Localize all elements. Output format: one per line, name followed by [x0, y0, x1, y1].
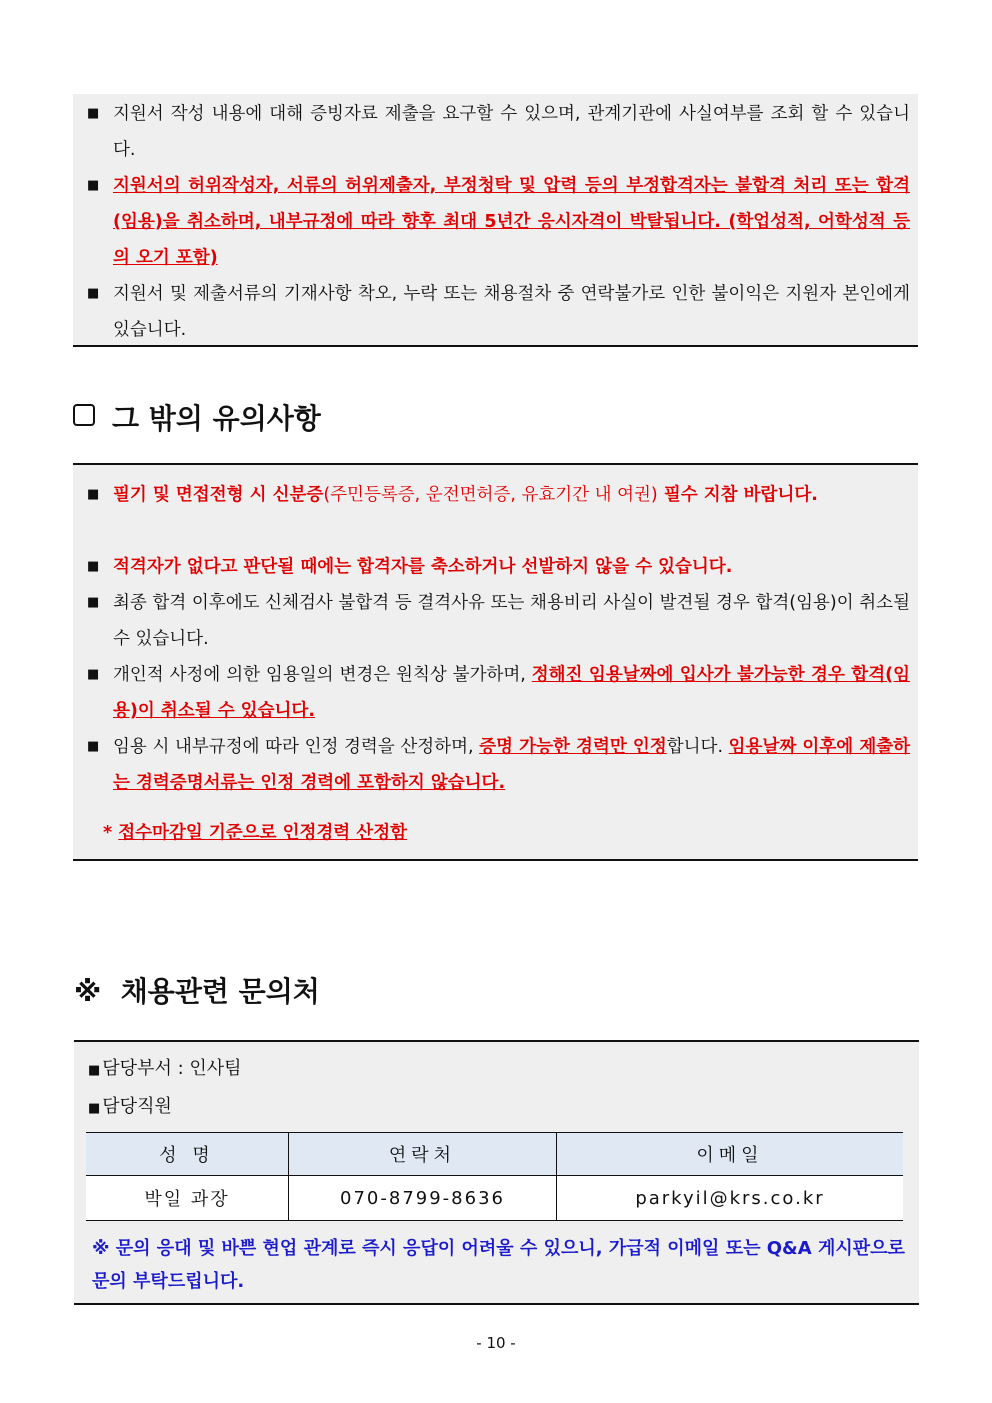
- bullet-icon: ■: [87, 595, 100, 610]
- note-text: 접수마감일 기준으로 인정경력 산정함: [118, 823, 408, 843]
- table-row: [86, 1176, 903, 1221]
- checkbox-icon: [73, 404, 95, 426]
- cell-name: 박일 과장: [86, 1176, 289, 1221]
- notice-item-warning: [87, 168, 910, 276]
- id-types-text: (주민등록증, 운전면허증, 유효기간 내 여권): [323, 485, 658, 505]
- contact-box: [74, 1040, 919, 1305]
- notice-text: 개인적 사정에 의한 임용일의 변경은 원칙상 불가하며,: [113, 665, 532, 685]
- table-header-row: [86, 1133, 903, 1176]
- bullet-icon: ■: [87, 286, 100, 301]
- header-name: 성 명: [86, 1133, 289, 1176]
- bullet-icon: ■: [87, 667, 100, 682]
- notice-item: [87, 276, 910, 348]
- dept-text: 담당부서 : 인사팀: [102, 1058, 242, 1079]
- notice-box: [73, 94, 918, 347]
- bullet-icon: ■: [87, 178, 100, 193]
- notice-item: [87, 657, 910, 729]
- notice-item: [87, 585, 910, 657]
- notice-text: 적격자가 없다고 판단될 때에는 합격자를 축소하거나 선발하지 않을 수 있습니다.: [113, 557, 733, 577]
- notice-text: 지원서의 허위작성자, 서류의 허위제출자, 부정청탁 및 압력 등의 부정합격자는 불합격 처리 또는 합격(임용)을 취소하며, 내부규정에 따라 향후 최대 5년간 응시자격이 박탈됩니다. (학업성적, 어학성적 등의 오기 포함): [113, 176, 910, 268]
- bullet-icon: ■: [87, 106, 100, 121]
- notice-item: [87, 96, 910, 168]
- bullet-icon: ■: [87, 559, 100, 574]
- note-line: [103, 815, 910, 851]
- bullet-icon: ■: [88, 1101, 101, 1116]
- staff-line: [88, 1092, 172, 1118]
- page-number: - 10 -: [476, 1334, 516, 1352]
- id-required-text: 필기 및 면접전형 시 신분증: [113, 485, 324, 505]
- notice-text: 지원서 작성 내용에 대해 증빙자료 제출을 요구할 수 있으며, 관계기관에 사실여부를 조회 할 수 있습니다.: [113, 104, 910, 160]
- notice-item: [87, 729, 910, 801]
- note-star: *: [103, 823, 113, 843]
- bullet-icon: ■: [87, 487, 100, 502]
- notice-text: 임용 시 내부규정에 따라 인정 경력을 산정하며,: [113, 737, 480, 757]
- contact-table: [86, 1132, 903, 1221]
- contact-title: 채용관련 문의처: [120, 975, 320, 1008]
- cell-phone: 070-8799-8636: [289, 1176, 557, 1221]
- staff-text: 담당직원: [102, 1096, 172, 1117]
- notice-item: [87, 549, 910, 585]
- notice-text-warning: 정해진 임용날짜에 입사가 불가능한 경우 합격(임용)이 취소될 수 있습니다.: [113, 665, 910, 721]
- notice-text: 최종 합격 이후에도 신체검사 불합격 등 결격사유 또는 채용비리 사실이 발견될 경우 합격(임용)이 취소될 수 있습니다.: [113, 593, 910, 649]
- notice-text: 지원서 및 제출서류의 기재사항 착오, 누락 또는 채용절차 중 연락불가로 인한 불이익은 지원자 본인에게 있습니다.: [113, 284, 910, 340]
- notice-text-warning: 증명 가능한 경력만 인정: [479, 737, 667, 757]
- notice-text-warning: 임용날짜 이후에 제출하는 경력증명서류는 인정 경력에 포함하지 않습니다.: [113, 737, 911, 793]
- other-notices-box: [73, 463, 918, 861]
- bullet-icon: ■: [88, 1063, 101, 1078]
- notice-text: 합니다.: [666, 737, 729, 757]
- header-email: 이메일: [557, 1133, 904, 1176]
- reference-mark-icon: ※: [74, 975, 102, 1008]
- header-phone: 연락처: [289, 1133, 557, 1176]
- section-title-contact: [74, 970, 320, 1010]
- dept-line: [88, 1054, 242, 1080]
- section-title-other: 그 밖의 유의사항: [112, 402, 321, 435]
- notice-item: [87, 477, 910, 513]
- bullet-icon: ■: [87, 739, 100, 754]
- cell-email: parkyil@krs.co.kr: [557, 1176, 904, 1221]
- id-required-tail: 필수 지참 바랍니다.: [657, 485, 818, 505]
- contact-note: ※ 문의 응대 및 바쁜 현업 관계로 즉시 응답이 어려울 수 있으니, 가급적 이메일 또는 Q&A 게시판으로 문의 부탁드립니다.: [92, 1238, 905, 1292]
